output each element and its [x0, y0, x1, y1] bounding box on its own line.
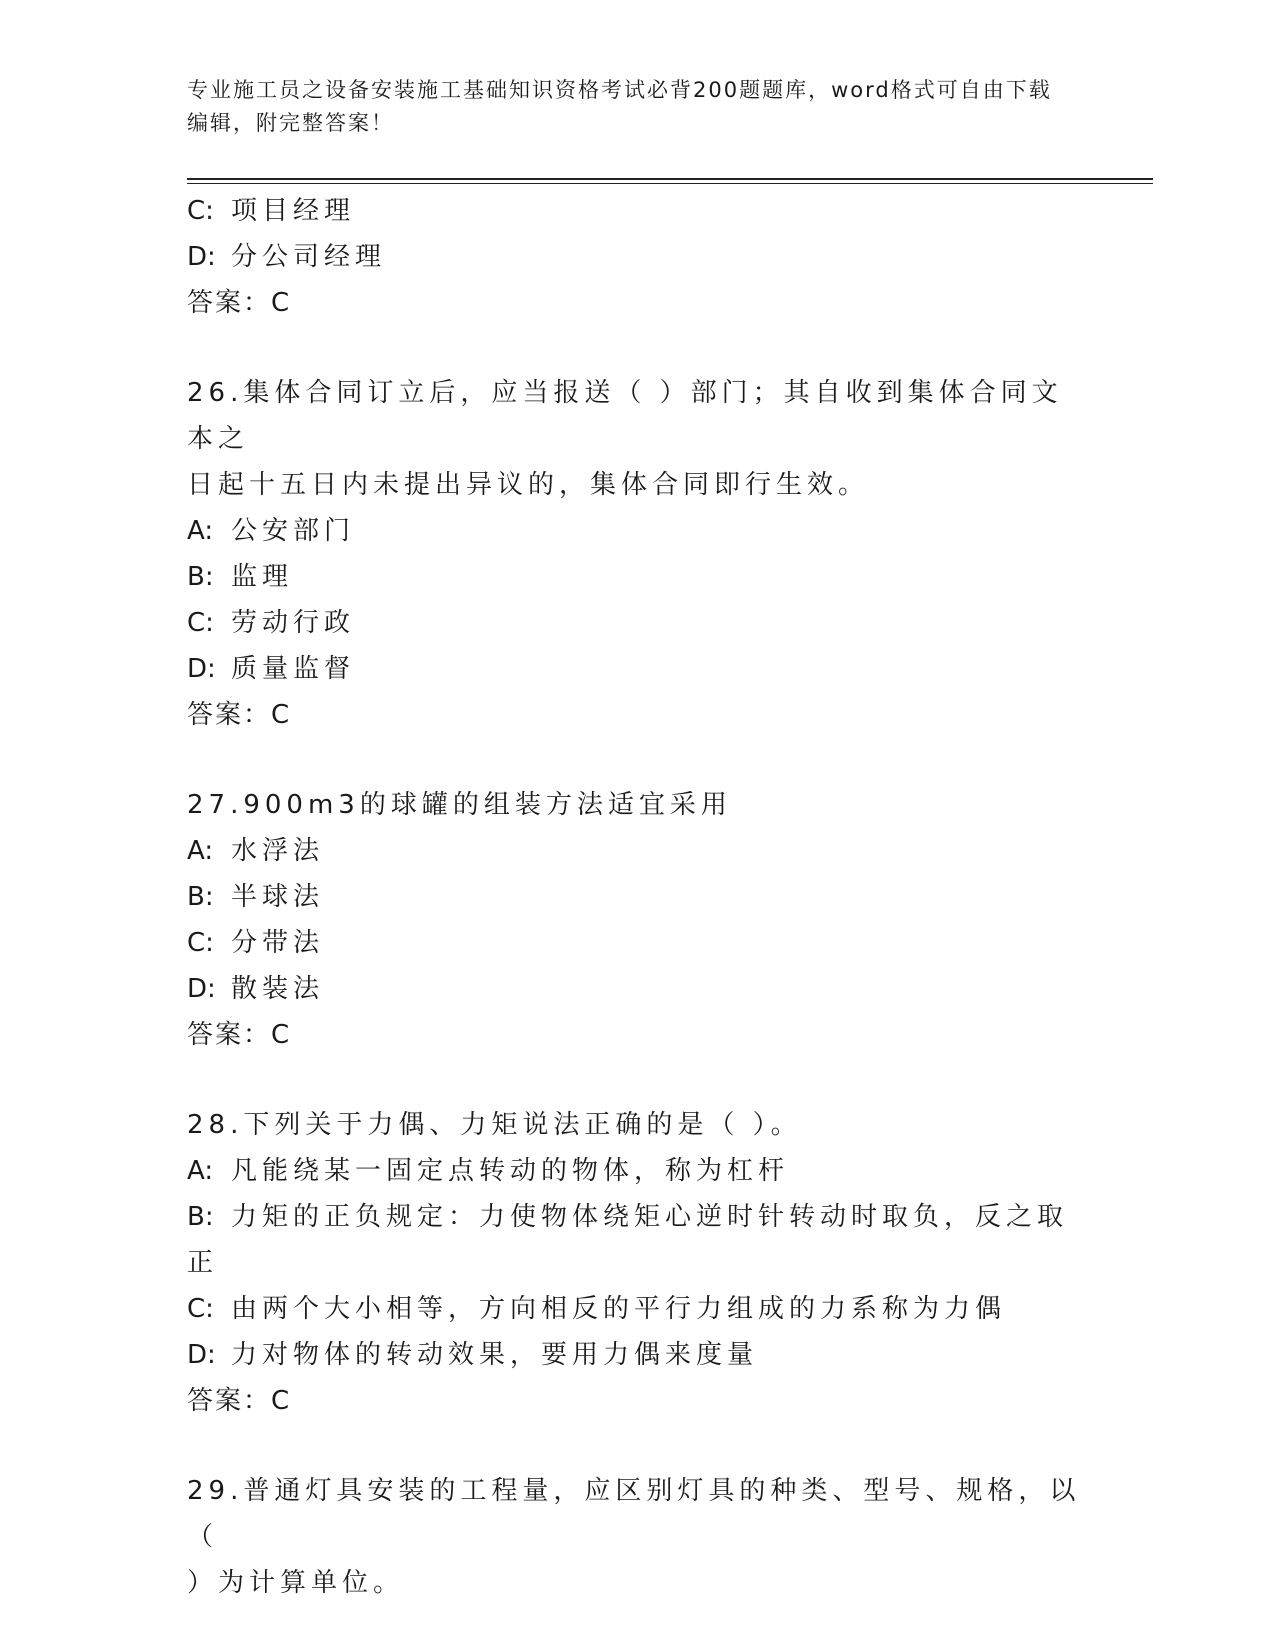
question-stem-line: ）为计算单位。: [187, 1568, 405, 1598]
option-a: A: 水浮法: [187, 836, 325, 866]
option-c: C: 项目经理: [187, 196, 356, 226]
document-header: [187, 74, 1067, 140]
answer-line: 答案：C: [187, 700, 291, 730]
question-stem-line: 26.集体合同订立后，应当报送（ ）部门；其自收到集体合同文本之: [187, 378, 1063, 454]
header-divider-thin: [187, 183, 1153, 184]
document-body: [187, 188, 1087, 1606]
option-b: B: 力矩的正负规定：力使物体绕矩心逆时针转动时取负，反之取正: [187, 1202, 1069, 1278]
question-stem-line: 27.900m3的球罐的组装方法适宜采用: [187, 790, 732, 820]
option-d: D: 散装法: [187, 974, 325, 1004]
option-b: B: 半球法: [187, 882, 325, 912]
option-c: C: 分带法: [187, 928, 325, 958]
option-d: D: 力对物体的转动效果，要用力偶来度量: [187, 1340, 759, 1370]
question-26: [187, 370, 1087, 738]
document-title: 专业施工员之设备安装施工基础知识资格考试必背200题题库，word格式可自由下载编辑，附完整答案！: [187, 78, 1052, 135]
question-stem-line: 28.下列关于力偶、力矩说法正确的是（ ）。: [187, 1110, 802, 1140]
option-c: C: 劳动行政: [187, 608, 356, 638]
question-29: [187, 1468, 1087, 1606]
question-28: [187, 1102, 1087, 1424]
question-25-continuation: [187, 188, 1087, 326]
option-d: D: 分公司经理: [187, 242, 387, 272]
header-divider-thick: [187, 178, 1153, 180]
option-d: D: 质量监督: [187, 654, 356, 684]
answer-line: 答案：C: [187, 1386, 291, 1416]
answer-line: 答案：C: [187, 288, 291, 318]
question-27: [187, 782, 1087, 1058]
option-c: C: 由两个大小相等，方向相反的平行力组成的力系称为力偶: [187, 1294, 1007, 1324]
question-stem-line: 29.普通灯具安装的工程量，应区别灯具的种类、型号、规格，以（: [187, 1476, 1081, 1552]
option-a: A: 凡能绕某一固定点转动的物体，称为杠杆: [187, 1156, 790, 1186]
question-stem-line: 日起十五日内未提出异议的，集体合同即行生效。: [187, 470, 870, 500]
option-a: A: 公安部门: [187, 516, 356, 546]
answer-line: 答案：C: [187, 1020, 291, 1050]
option-b: B: 监理: [187, 562, 294, 592]
